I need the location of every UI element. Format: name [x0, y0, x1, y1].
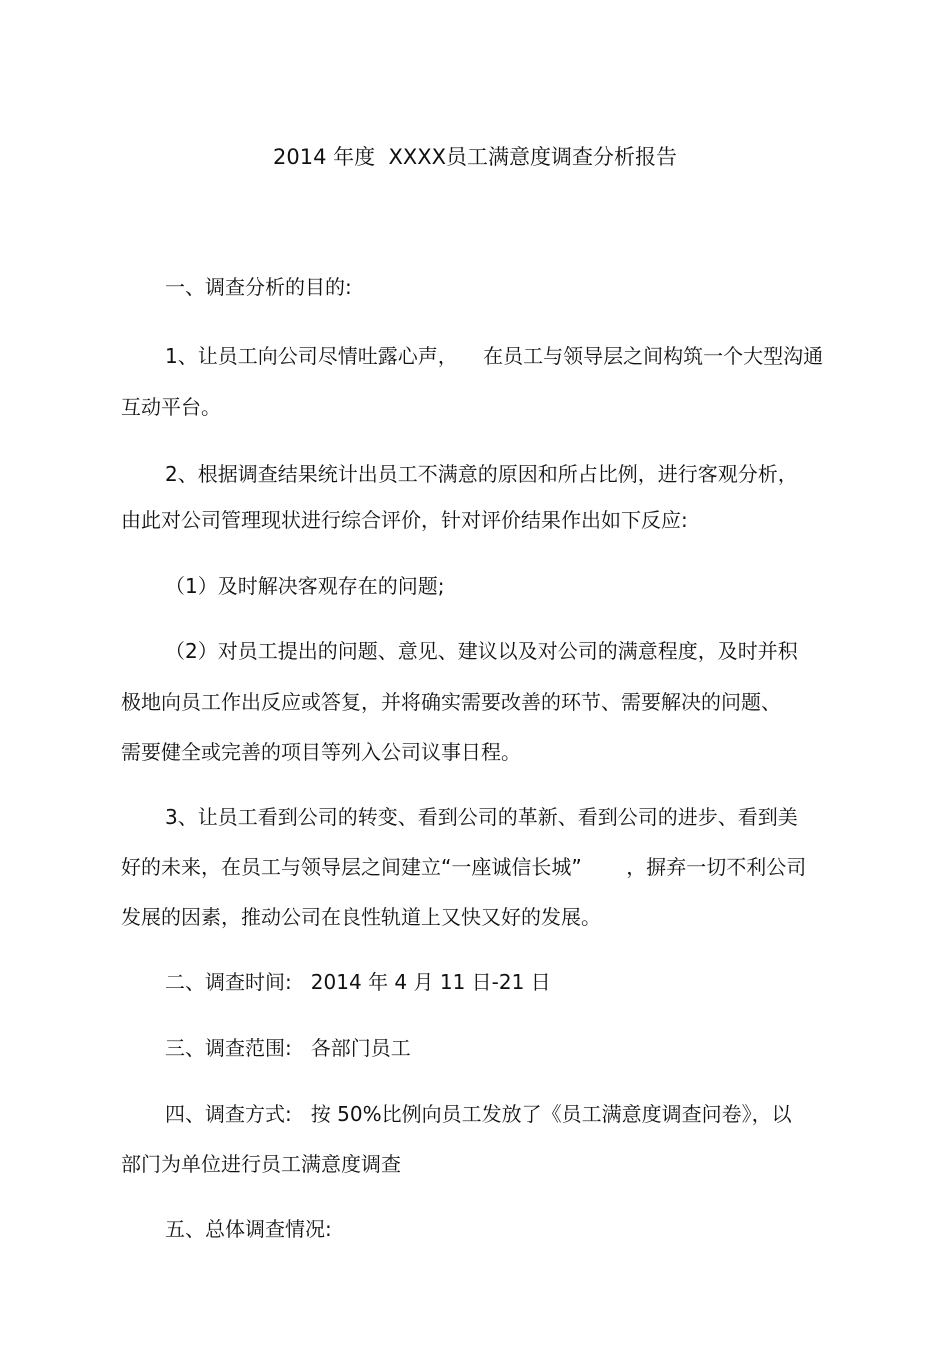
section-survey-method-line2: 部门为单位进行员工满意度调查 — [121, 1152, 401, 1176]
item1-line1: 1、让员工向公司尽情吐露心声， 在员工与领导层之间构筑一个大型沟通 — [165, 344, 824, 368]
item3-line2: 好的未来，在员工与领导层之间建立“一座诚信长城” ，摒弃一切不利公司 — [121, 855, 807, 879]
item2-line2: 由此对公司管理现状进行综合评价，针对评价结果作出如下反应: — [121, 508, 688, 532]
section-survey-method-line1: 四、调查方式: 按 50%比例向员工发放了《员工满意度调查问卷》，以 — [165, 1102, 792, 1126]
item3-line3: 发展的因素，推动公司在良性轨道上又快又好的发展。 — [121, 905, 601, 929]
section-survey-time: 二、调查时间: 2014 年 4 月 11 日-21 日 — [165, 970, 551, 994]
sub-item2-line2: 极地向员工作出反应或答复，并将确实需要改善的环节、需要解决的问题、 — [121, 690, 781, 714]
item1-line2: 互动平台。 — [121, 395, 221, 419]
section-overview-heading: 五、总体调查情况: — [165, 1217, 332, 1241]
section-survey-scope: 三、调查范围: 各部门员工 — [165, 1036, 411, 1060]
sub-item2-line3: 需要健全或完善的项目等列入公司议事日程。 — [121, 740, 521, 764]
sub-item1: （1）及时解决客观存在的问题; — [165, 574, 445, 598]
document-title: 2014 年度 XXXX员工满意度调查分析报告 — [272, 145, 677, 169]
sub-item2-line1: （2）对员工提出的问题、意见、建议以及对公司的满意程度，及时并积 — [165, 639, 798, 663]
item3-line1: 3、让员工看到公司的转变、看到公司的革新、看到公司的进步、看到美 — [165, 805, 798, 829]
section-purpose-heading: 一、调查分析的目的: — [165, 275, 352, 299]
item2-line1: 2、根据调查结果统计出员工不满意的原因和所占比例，进行客观分析， — [165, 462, 798, 486]
